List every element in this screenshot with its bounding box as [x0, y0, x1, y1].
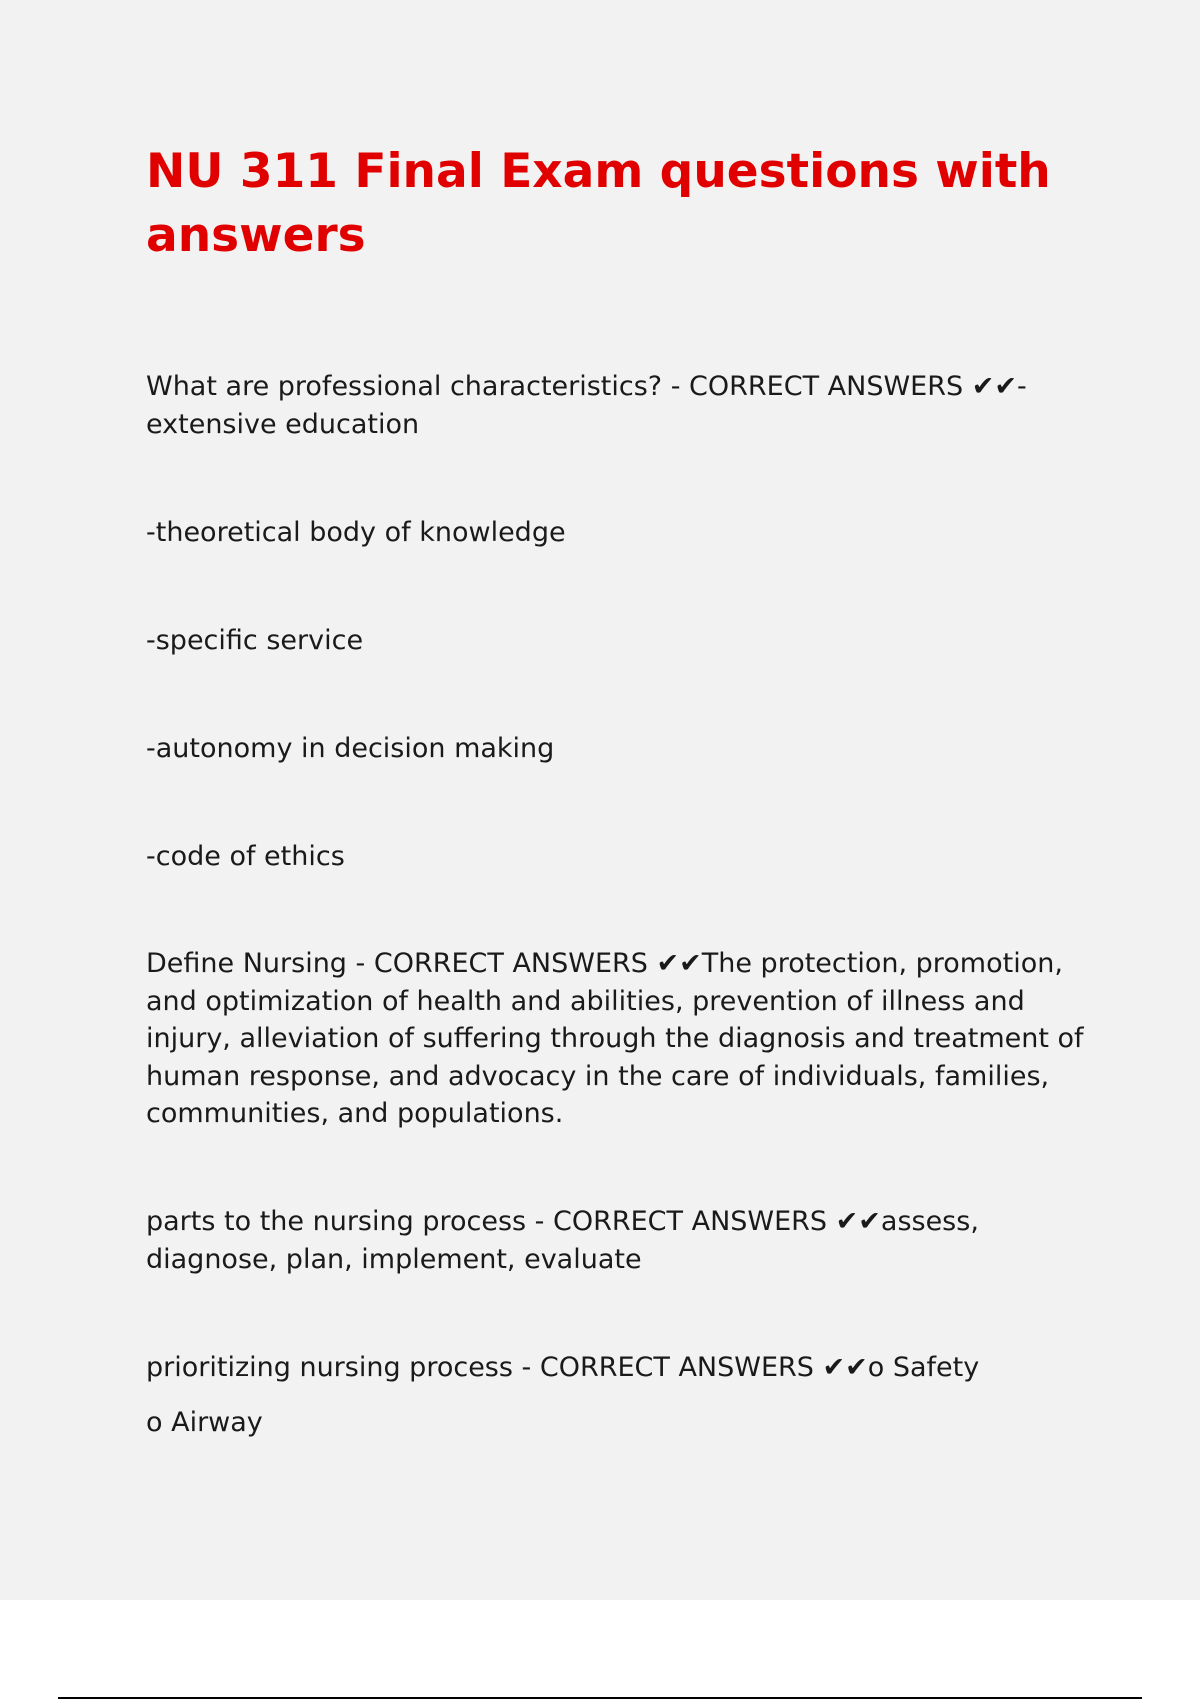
paragraph-nursing-process-parts: parts to the nursing process - CORRECT ANSWERS ✔✔assess, diagnose, plan, implement, evaluate: [146, 1206, 979, 1275]
paragraph-specific-service: -specific service: [146, 625, 364, 656]
footer-divider: [58, 1697, 1142, 1699]
paragraph-prioritizing-process: prioritizing nursing process - CORRECT ANSWERS ✔✔o Safety: [146, 1352, 980, 1383]
paragraph-professional-characteristics: What are professional characteristics? - CORRECT ANSWERS ✔✔-extensive education: [146, 371, 1027, 440]
document-title: NU 311 Final Exam questions with answers: [146, 144, 1051, 263]
title-block: [146, 140, 1086, 268]
paragraph-theoretical-knowledge: -theoretical body of knowledge: [146, 517, 566, 548]
paragraph-airway: o Airway: [146, 1407, 263, 1438]
paragraph-define-nursing: Define Nursing - CORRECT ANSWERS ✔✔The protection, promotion, and optimization of health and abilities, prevention of illness and injury, alleviation of suffering through the diagnosis and treatment of human response, and advocacy in the care of individuals, families, communities, and populations.: [146, 948, 1084, 1129]
paragraph-code-of-ethics: -code of ethics: [146, 841, 345, 872]
paragraph-autonomy: -autonomy in decision making: [146, 733, 555, 764]
